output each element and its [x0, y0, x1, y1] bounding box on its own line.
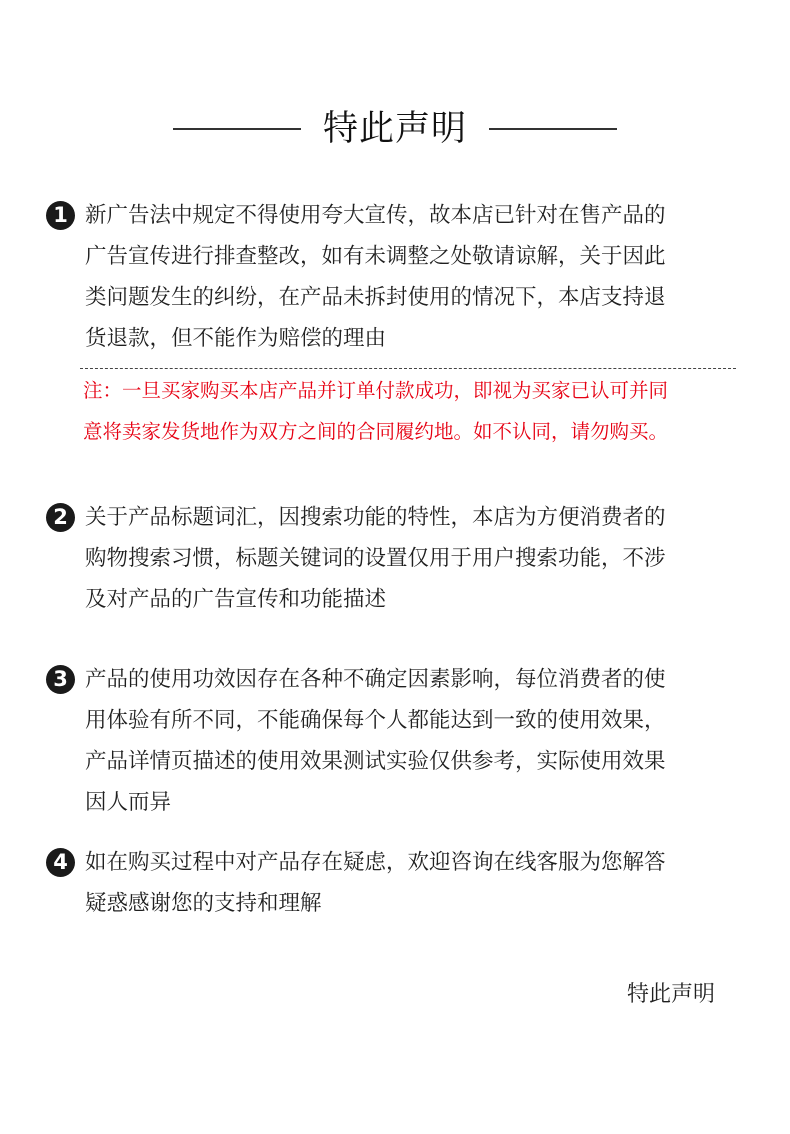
- page-header: [0, 104, 790, 154]
- number-badge-3: 3: [46, 665, 75, 694]
- dashed-divider: [80, 368, 736, 369]
- red-notice: 注：一旦买家购买本店产品并订单付款成功，即视为买家已认可并同 意将卖家发货地作为双方之间的合同履约地。如不认同，请勿购买。: [83, 379, 669, 443]
- statement-text-4: 如在购买过程中对产品存在疑虑，欢迎咨询在线客服为您解答 疑惑感谢您的支持和理解: [85, 850, 666, 916]
- number-badge-1: 1: [46, 201, 75, 230]
- header-right-rule: [489, 128, 617, 130]
- statement-text-3: 产品的使用功效因存在各种不确定因素影响，每位消费者的使 用体验有所不同，不能确保每个人都能达到一致的使用效果， 产品详情页描述的使用效果测试实验仅供参考，实际使用效果 因人而异: [85, 667, 666, 815]
- number-badge-4: 4: [46, 848, 75, 877]
- signature: 特此声明: [626, 982, 715, 1007]
- statement-text-2: 关于产品标题词汇，因搜索功能的特性，本店为方便消费者的 购物搜索习惯，标题关键词的设置仅用于用户搜索功能，不涉 及对产品的广告宣传和功能描述: [85, 505, 666, 612]
- number-badge-2: 2: [46, 503, 75, 532]
- statement-text-1: 新广告法中规定不得使用夸大宣传，故本店已针对在售产品的 广告宣传进行排查整改，如有未调整之处敬请谅解，关于因此 类问题发生的纠纷，在产品未拆封使用的情况下，本店支持退 货退款，但不能作为赔偿的理由: [85, 203, 666, 351]
- page-title: 特此声明: [322, 109, 467, 149]
- header-left-rule: [173, 128, 301, 130]
